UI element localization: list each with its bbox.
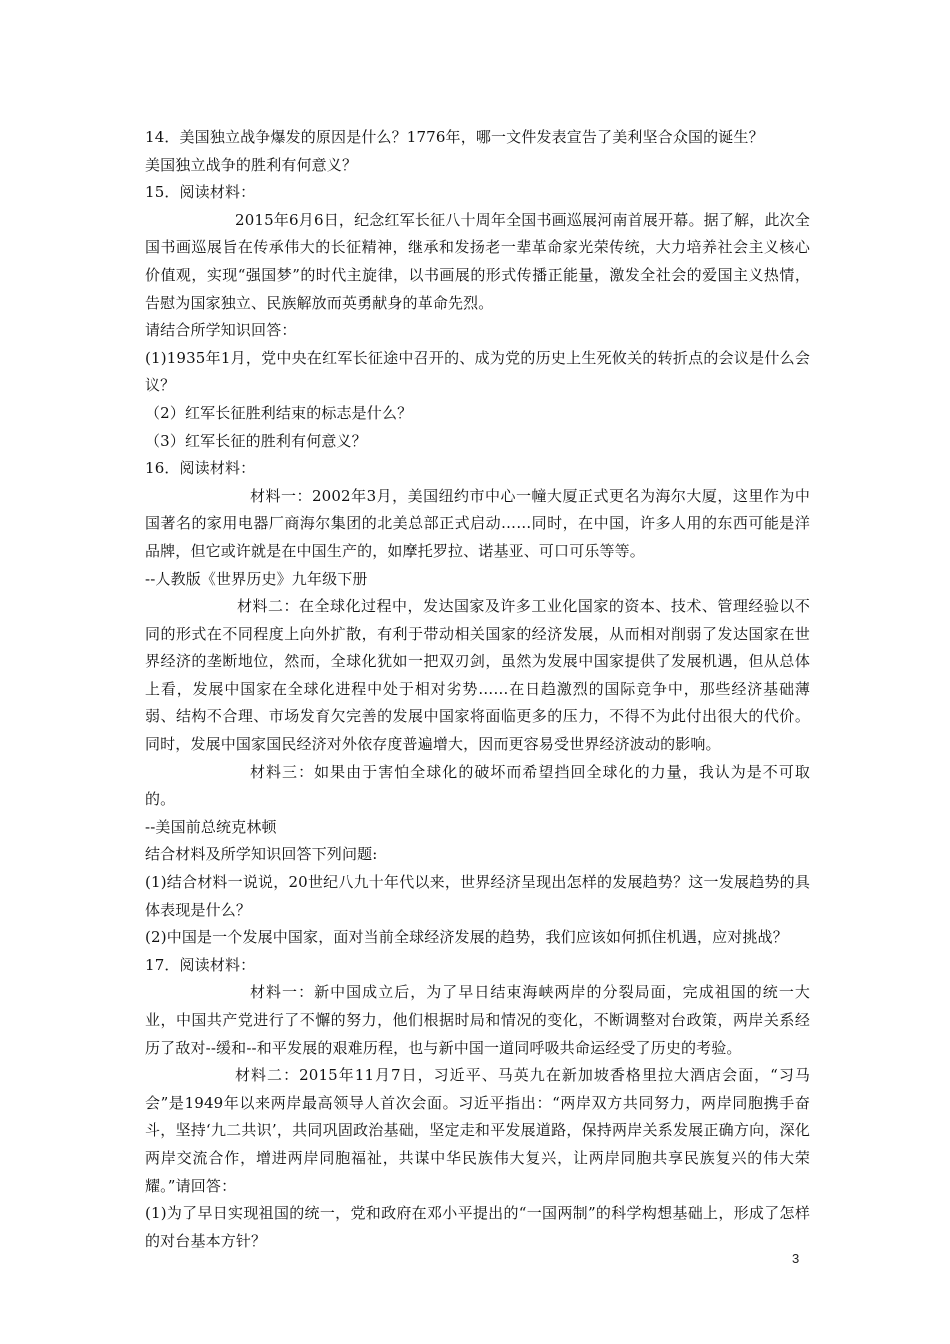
q16-source1: --人教版《世界历史》九年级下册 xyxy=(145,569,368,588)
q16-sub2: (2)中国是一个发展中国家，面对当前全球经济发展的趋势，我们应该如何抓住机遇，应对挑战？ xyxy=(145,928,788,947)
q17-material1: 材料一：新中国成立后，为了早日结束海峡两岸的分裂局面，完成祖国的统一大业，中国共产党进行了不懈的努力，他们根据时局和情况的变化，不断调整对台政策，两岸关系经历了敌对--缓和--和平发展的艰难历程，也与新中国一道同呼吸共命运经受了历史的考验。 xyxy=(145,983,810,1057)
q15-prompt: 请结合所学知识回答： xyxy=(145,321,297,340)
q16-material1: 材料一：2002年3月，美国纽约市中心一幢大厦正式更名为海尔大厦，这里作为中国著名的家用电器厂商海尔集团的北美总部正式启动……同时，在中国，许多人用的东西可能是洋品牌，但它或许就是在中国生产的，如摩托罗拉、诺基亚、可口可乐等等。 xyxy=(145,486,810,560)
q16-prompt: 结合材料及所学知识回答下列问题: xyxy=(145,845,378,864)
q16-material2: 材料二：在全球化过程中，发达国家及许多工业化国家的资本、技术、管理经验以不同的形式在不同程度上向外扩散，有利于带动相关国家的经济发展，从而相对削弱了发达国家在世界经济的垄断地位，然而，全球化犹如一把双刃剑，虽然为发展中国家提供了发展机遇，但从总体上看，发展中国家在全球化进程中处于相对劣势……在日趋激烈的国际竞争中，那些经济基础薄弱、结构不合理、市场发育欠完善的发展中国家将面临更多的压力，不得不为此付出很大的代价。同时，发展中国家国民经济对外依存度普遍增大，因而更容易受世界经济波动的影响。 xyxy=(145,597,810,754)
q15-sub3: （3）红军长征的胜利有何意义？ xyxy=(145,431,367,450)
page-number: 3 xyxy=(792,1251,800,1266)
q14-line2: 美国独立战争的胜利有何意义？ xyxy=(145,155,358,174)
q15-sub2: （2）红军长征胜利结束的标志是什么？ xyxy=(145,403,413,422)
q16-sub1: (1)结合材料一说说，20世纪八九十年代以来，世界经济呈现出怎样的发展趋势？这一发展趋势的具体表现是什么？ xyxy=(145,873,810,919)
q15-title: 15．阅读材料： xyxy=(145,183,256,202)
q14-line1: 14．美国独立战争爆发的原因是什么？1776年，哪一文件发表宣告了美利坚合众国的诞生？ xyxy=(145,128,764,146)
q15-material: 2015年6月6日，纪念红军长征八十周年全国书画巡展河南首展开幕。据了解，此次全国书画巡展旨在传承伟大的长征精神，继承和发扬老一辈革命家光荣传统，大力培养社会主义核心价值观，实现“强国梦”的时代主旋律，以书画展的形式传播正能量，激发全社会的爱国主义热情，告慰为国家独立、民族解放而英勇献身的革命先烈。 xyxy=(145,210,810,312)
q16-material3: 材料三：如果由于害怕全球化的破坏而希望挡回全球化的力量，我认为是不可取的。 xyxy=(145,762,810,809)
q17-material2: 材料二：2015年11月7日，习近平、马英九在新加坡香格里拉大酒店会面，“习马会”是1949年以来两岸最高领导人首次会面。习近平指出：“两岸双方共同努力，两岸同胞携手奋斗，坚持‘九二共识’，共同巩固政治基础，坚定走和平发展道路，保持两岸关系发展正确方向，深化两岸交流合作，增进两岸同胞福祉，共谋中华民族伟大复兴，让两岸同胞共享民族复兴的伟大荣耀。”请回答： xyxy=(145,1066,810,1195)
q17-title: 17．阅读材料： xyxy=(145,955,256,974)
q15-sub1: (1)1935年1月，党中央在红军长征途中召开的、成为党的历史上生死攸关的转折点的会议是什么会议？ xyxy=(145,348,810,395)
q16-source3: --美国前总统克林顿 xyxy=(145,817,277,836)
q17-sub1: (1)为了早日实现祖国的统一，党和政府在邓小平提出的“一国两制”的科学构想基础上，形成了怎样的对台基本方针？ xyxy=(145,1204,810,1250)
q16-title: 16．阅读材料： xyxy=(145,459,256,478)
page-content xyxy=(145,124,810,1255)
